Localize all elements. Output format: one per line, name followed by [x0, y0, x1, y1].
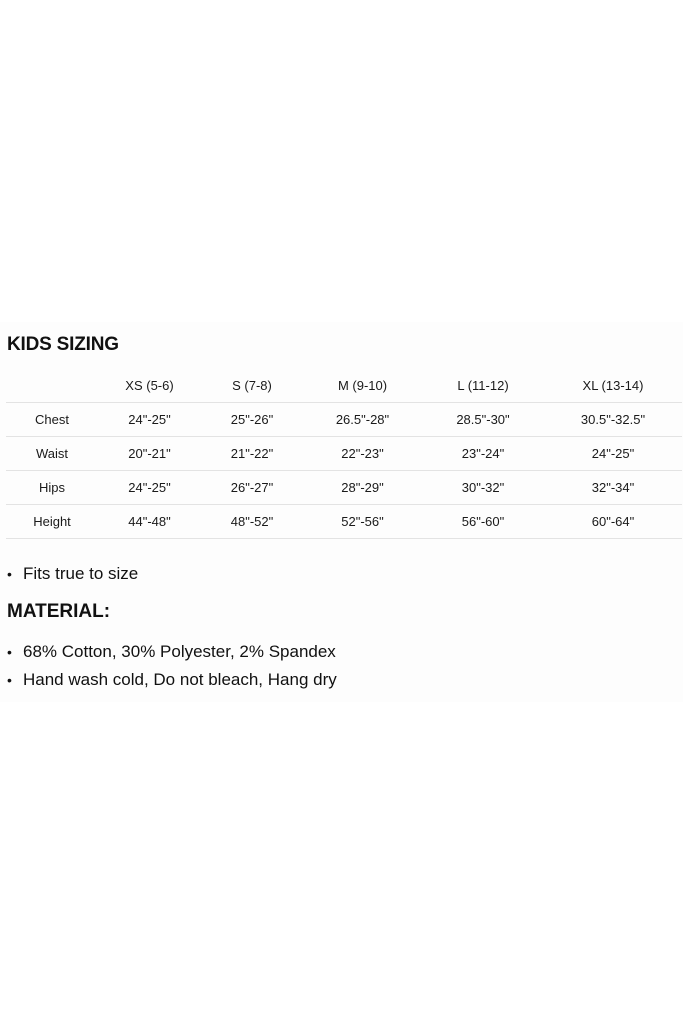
list-item [7, 666, 337, 694]
fit-list [7, 560, 138, 588]
table-cell: 56"-60" [422, 505, 544, 539]
table-cell: 44"-48" [98, 505, 201, 539]
bullet-icon: • [7, 644, 12, 660]
list-item [7, 560, 138, 588]
table-cell: 24"-25" [544, 437, 682, 471]
table-cell: 25"-26" [201, 403, 303, 437]
table-cell: 20"-21" [98, 437, 201, 471]
table-cell: 30.5"-32.5" [544, 403, 682, 437]
table-cell: 32"-34" [544, 471, 682, 505]
material-composition: 68% Cotton, 30% Polyester, 2% Spandex [23, 642, 336, 661]
row-label: Waist [6, 437, 98, 471]
table-cell: 60"-64" [544, 505, 682, 539]
row-label: Height [6, 505, 98, 539]
table-cell: 21"-22" [201, 437, 303, 471]
header-cell-m: M (9-10) [303, 369, 422, 403]
header-cell-l: L (11-12) [422, 369, 544, 403]
table-cell: 22"-23" [303, 437, 422, 471]
kids-sizing-title: KIDS SIZING [7, 334, 119, 355]
table-cell: 28.5"-30" [422, 403, 544, 437]
table-row-height [6, 505, 682, 539]
header-cell-xl: XL (13-14) [544, 369, 682, 403]
table-cell: 26"-27" [201, 471, 303, 505]
header-cell-s: S (7-8) [201, 369, 303, 403]
row-label: Chest [6, 403, 98, 437]
row-label: Hips [6, 471, 98, 505]
table-row-waist [6, 437, 682, 471]
product-details-panel [0, 322, 683, 702]
list-item [7, 638, 337, 666]
bullet-icon: • [7, 672, 12, 688]
table-cell: 23"-24" [422, 437, 544, 471]
material-title: MATERIAL: [7, 601, 111, 622]
table-cell: 24"-25" [98, 471, 201, 505]
table-cell: 26.5"-28" [303, 403, 422, 437]
fit-note: Fits true to size [23, 564, 139, 583]
care-instructions: Hand wash cold, Do not bleach, Hang dry [23, 670, 337, 689]
table-cell: 30"-32" [422, 471, 544, 505]
table-cell: 48"-52" [201, 505, 303, 539]
bullet-icon: • [7, 566, 12, 582]
table-cell: 28"-29" [303, 471, 422, 505]
size-chart-table [6, 369, 682, 539]
header-cell-xs: XS (5-6) [98, 369, 201, 403]
table-cell: 24"-25" [98, 403, 201, 437]
table-cell: 52"-56" [303, 505, 422, 539]
header-cell-blank [6, 369, 98, 403]
table-row-chest [6, 403, 682, 437]
material-list [7, 638, 337, 694]
size-header-row [6, 369, 682, 403]
table-row-hips [6, 471, 682, 505]
